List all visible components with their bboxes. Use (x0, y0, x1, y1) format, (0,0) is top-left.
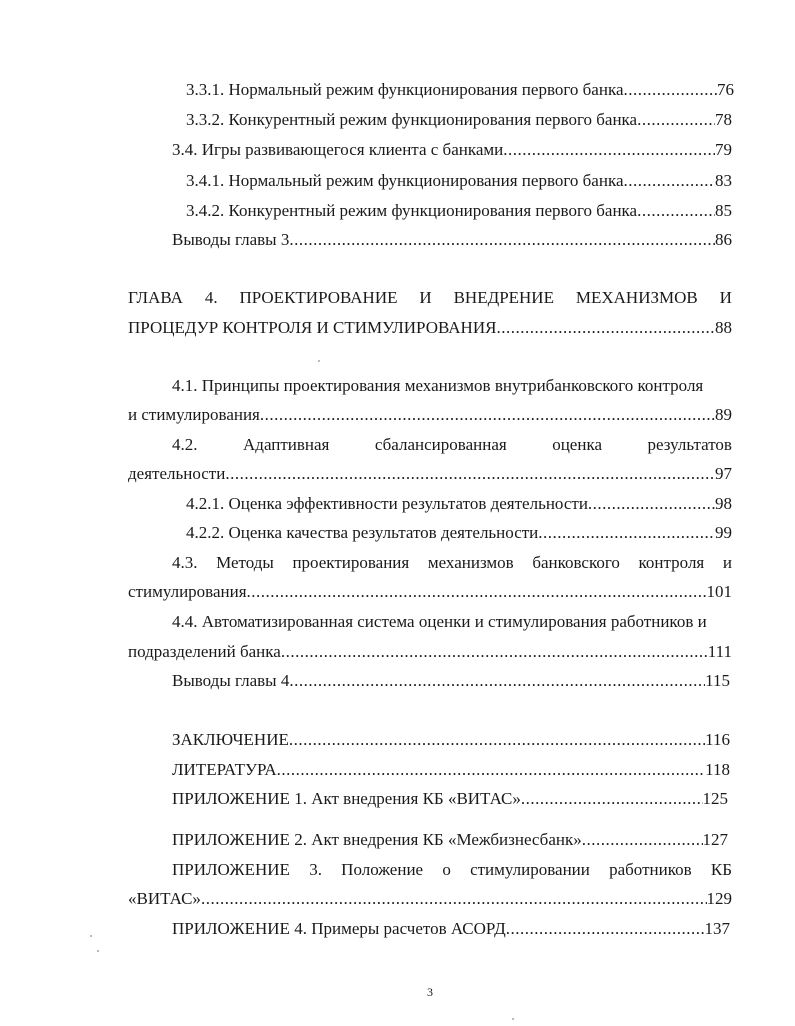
toc-entry-page: 86 (715, 230, 732, 249)
toc-leader-dots (496, 317, 715, 339)
toc-entry-4-2-line2 (128, 463, 732, 485)
toc-leader-dots (277, 759, 706, 781)
toc-entry-title: ПРИЛОЖЕНИЕ 2. Акт внедрения КБ «Межбизнесбанк» (172, 830, 582, 849)
toc-entry-title: 3.4.2. Конкурентный режим функционирования первого банка (186, 201, 638, 220)
toc-entry-conclusion (172, 729, 730, 751)
toc-leader-dots (624, 79, 717, 101)
toc-entry-4-2-line1 (172, 434, 732, 456)
toc-leader-dots (506, 918, 705, 940)
toc-entry-title: ЛИТЕРАТУРА (172, 760, 277, 779)
toc-entry-appendix-1 (172, 788, 728, 810)
toc-entry-4-1-line2 (128, 404, 732, 426)
toc-entry-appendix-4 (172, 918, 730, 940)
toc-entry-title: 3.3.2. Конкурентный режим функционирования первого банка (186, 110, 638, 129)
toc-entry-title: 3.4.1. Нормальный режим функционирования первого банка (186, 171, 624, 190)
word: ПРОЕКТИРОВАНИЕ (239, 288, 398, 307)
toc-entry-3-4-2 (186, 200, 732, 222)
scan-speck (90, 935, 92, 937)
toc-entry-4-1-line1: 4.1. Принципы проектирования механизмов внутрибанковского контроля (172, 376, 704, 395)
toc-entry-4-3-line1 (172, 552, 732, 574)
toc-entry-title: «ВИТАС» (128, 889, 201, 908)
toc-entry-3-3-1 (186, 79, 734, 101)
toc-entry-4-2-2 (186, 522, 732, 544)
word: И (719, 288, 732, 307)
toc-entry-page: 79 (715, 140, 732, 159)
toc-entry-4-4-line2 (128, 641, 732, 663)
toc-entry-conclusions-ch4 (172, 670, 730, 692)
toc-entry-title: подразделений банка (128, 642, 281, 661)
toc-entry-page: 85 (715, 201, 732, 220)
toc-leader-dots (260, 404, 715, 426)
toc-entry-conclusions-ch3 (172, 229, 732, 251)
word: контроля (638, 553, 705, 572)
toc-entry-title: Выводы главы 4 (172, 671, 290, 690)
toc-leader-dots (582, 829, 703, 851)
toc-leader-dots (637, 200, 715, 222)
toc-entry-title: ПРИЛОЖЕНИЕ 4. Примеры расчетов АСОРД (172, 919, 506, 938)
toc-leader-dots (201, 888, 707, 910)
word: 3. (309, 860, 322, 879)
toc-entry-page: 98 (715, 494, 732, 513)
toc-entry-page: 116 (705, 730, 730, 749)
toc-leader-dots (637, 109, 715, 131)
toc-leader-dots (281, 641, 708, 663)
word: ПРИЛОЖЕНИЕ (172, 860, 290, 879)
toc-entry-page: 111 (707, 642, 732, 661)
scan-speck (512, 1018, 514, 1020)
toc-entry-page: 76 (717, 80, 734, 99)
toc-leader-dots (624, 170, 715, 192)
toc-leader-dots (247, 581, 707, 603)
toc-leader-dots (225, 463, 715, 485)
toc-entry-title: стимулирования (128, 582, 247, 601)
scan-speck (97, 950, 99, 952)
toc-leader-dots (289, 229, 715, 251)
toc-entry-title: деятельности (128, 464, 226, 483)
word: стимулировании (470, 860, 590, 879)
toc-entry-title: ПРИЛОЖЕНИЕ 1. Акт внедрения КБ «ВИТАС» (172, 789, 521, 808)
word: о (442, 860, 451, 879)
word: сбалансированная (374, 435, 507, 454)
word: оценка (552, 435, 602, 454)
toc-entry-title: ПРОЦЕДУР КОНТРОЛЯ И СТИМУЛИРОВАНИЯ (128, 318, 497, 337)
word: И (419, 288, 432, 307)
toc-entry-page: 83 (715, 171, 732, 190)
toc-entry-appendix-3-line2 (128, 888, 732, 910)
scan-speck (318, 360, 320, 362)
toc-entry-title: ЗАКЛЮЧЕНИЕ (172, 730, 289, 749)
word: МЕХАНИЗМОВ (575, 288, 698, 307)
toc-leader-dots (503, 139, 715, 161)
toc-entry-3-3-2 (186, 109, 732, 131)
word: работников (609, 860, 692, 879)
word: 4. (204, 288, 218, 307)
toc-entry-3-4 (172, 139, 732, 161)
toc-entry-title: 3.3.1. Нормальный режим функционирования первого банка (186, 80, 624, 99)
toc-entry-title: Выводы главы 3 (172, 230, 290, 249)
toc-entry-title: 3.4. Игры развивающегося клиента с банками (172, 140, 504, 159)
toc-entry-page: 129 (706, 889, 732, 908)
toc-chapter-4-line2 (128, 317, 732, 339)
word: Адаптивная (243, 435, 330, 454)
page-number: 3 (427, 985, 433, 999)
toc-chapter-4-line1 (128, 287, 732, 309)
toc-entry-appendix-3-line1 (172, 859, 732, 881)
toc-entry-4-4-line1: 4.4. Автоматизированная система оценки и стимулирования работников и (172, 612, 707, 631)
toc-leader-dots (588, 493, 715, 515)
word: результатов (647, 435, 732, 454)
toc-entry-page: 99 (715, 523, 732, 542)
toc-entry-page: 101 (706, 582, 732, 601)
word: КБ (710, 860, 732, 879)
toc-entry-3-4-1 (186, 170, 732, 192)
toc-leader-dots (538, 522, 715, 544)
toc-entry-page: 118 (705, 760, 730, 779)
toc-leader-dots (521, 788, 703, 810)
toc-entry-literature (172, 759, 730, 781)
toc-entry-4-2-1 (186, 493, 732, 515)
toc-entry-page: 78 (715, 110, 732, 129)
word: и (722, 553, 732, 572)
toc-leader-dots (289, 670, 705, 692)
toc-entry-page: 137 (704, 919, 730, 938)
toc-entry-title: 4.2.2. Оценка качества результатов деятельности (186, 523, 539, 542)
toc-entry-4-3-line2 (128, 581, 732, 603)
word: механизмов (427, 553, 514, 572)
toc-entry-page: 97 (715, 464, 732, 483)
toc-entry-page: 88 (715, 318, 732, 337)
word: ГЛАВА (128, 288, 183, 307)
word: Положение (341, 860, 424, 879)
word: 4.3. (172, 553, 198, 572)
toc-entry-page: 115 (705, 671, 730, 690)
word: Методы (216, 553, 274, 572)
toc-entry-appendix-2 (172, 829, 728, 851)
word: 4.2. (172, 435, 198, 454)
toc-entry-page: 89 (715, 405, 732, 424)
toc-leader-dots (289, 729, 705, 751)
toc-entry-page: 125 (702, 789, 728, 808)
toc-entry-title: 4.2.1. Оценка эффективности результатов деятельности (186, 494, 588, 513)
toc-entry-page: 127 (702, 830, 728, 849)
word: проектирования (292, 553, 410, 572)
toc-entry-title: и стимулирования (128, 405, 260, 424)
word: ВНЕДРЕНИЕ (453, 288, 554, 307)
word: банковского (532, 553, 620, 572)
